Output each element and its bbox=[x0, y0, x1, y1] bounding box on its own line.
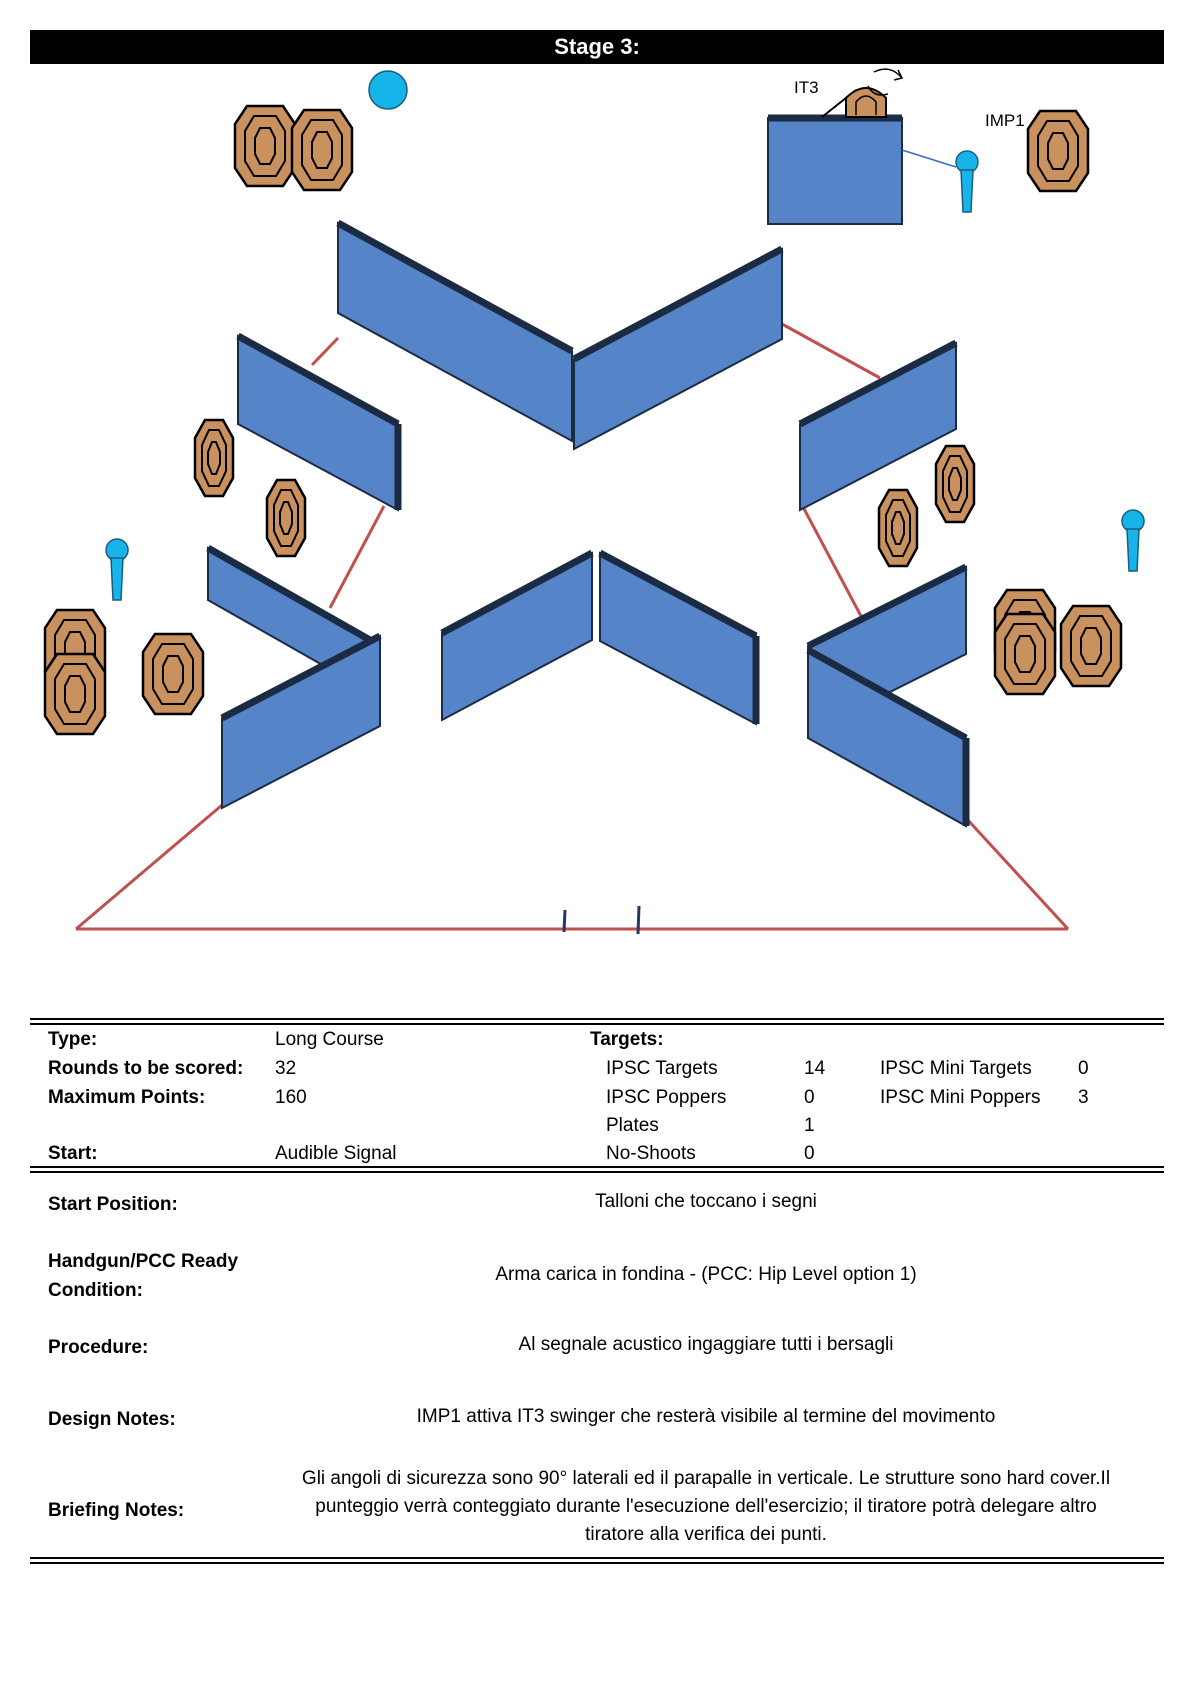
stage-diagram bbox=[0, 64, 1191, 964]
plates-label: Plates bbox=[606, 1115, 659, 1136]
paper-target bbox=[235, 106, 295, 186]
briefing-notes-line1: Gli angoli di sicurezza sono 90° laterali ed il parapalle in verticale. Le strutture sono hard cover.Il bbox=[301, 1468, 1111, 1489]
briefing-notes-line3: tiratore alla verifica dei punti. bbox=[585, 1524, 827, 1545]
procedure-label: Procedure: bbox=[48, 1337, 149, 1358]
it3-cover-wall bbox=[768, 118, 902, 224]
paper-target bbox=[195, 420, 233, 496]
ipsc-targets-label: IPSC Targets bbox=[606, 1058, 718, 1079]
paper-target bbox=[879, 490, 917, 566]
start-position-label: Start Position: bbox=[48, 1194, 178, 1215]
ready-condition-label-line2: Condition: bbox=[48, 1280, 143, 1301]
plate-target bbox=[369, 71, 407, 109]
no-shoots-value: 0 bbox=[804, 1143, 815, 1164]
paper-target bbox=[267, 480, 305, 556]
paper-target bbox=[45, 654, 105, 734]
procedure-value: Al segnale acustico ingaggiare tutti i bersagli bbox=[518, 1334, 894, 1355]
walls bbox=[208, 118, 966, 826]
wall-center-right bbox=[600, 553, 756, 724]
mini-poppers-label: IPSC Mini Poppers bbox=[880, 1087, 1041, 1108]
ipsc-targets-value: 14 bbox=[804, 1058, 826, 1079]
stage-title: Stage 3: bbox=[30, 30, 1164, 64]
wall-top-right bbox=[574, 249, 782, 449]
max-points-value: 160 bbox=[275, 1087, 307, 1108]
table-rule-top bbox=[30, 1018, 1164, 1025]
imp1-label: IMP1 bbox=[985, 111, 1025, 130]
popper-imp1 bbox=[956, 151, 978, 212]
design-notes-label: Design Notes: bbox=[48, 1409, 176, 1430]
activation-cable bbox=[902, 150, 956, 167]
wall-upper-right bbox=[800, 343, 956, 510]
start-value: Audible Signal bbox=[275, 1143, 397, 1164]
ready-condition-label-line1: Handgun/PCC Ready bbox=[48, 1251, 239, 1272]
paper-target bbox=[1061, 606, 1121, 686]
it3-label: IT3 bbox=[794, 78, 819, 97]
max-points-label: Maximum Points: bbox=[48, 1087, 206, 1108]
wall-upper-left bbox=[238, 336, 398, 510]
ipsc-poppers-value: 0 bbox=[804, 1087, 815, 1108]
briefing-notes-line2: punteggio verrà conteggiato durante l'esecuzione dell'esercizio; il tiratore potrà delegare altro bbox=[315, 1496, 1097, 1517]
rounds-value: 32 bbox=[275, 1058, 297, 1079]
plates-value: 1 bbox=[804, 1115, 815, 1136]
paper-target bbox=[995, 614, 1055, 694]
rounds-label: Rounds to be scored: bbox=[48, 1058, 244, 1079]
paper-target bbox=[936, 446, 974, 522]
no-shoots-label: No-Shoots bbox=[606, 1143, 696, 1164]
start-position-value: Talloni che toccano i segni bbox=[595, 1191, 817, 1212]
it3-swinger bbox=[822, 69, 902, 117]
design-notes-value: IMP1 attiva IT3 swinger che resterà visibile al termine del movimento bbox=[416, 1406, 996, 1427]
paper-target bbox=[1028, 111, 1088, 191]
table-rule-middle bbox=[30, 1166, 1164, 1173]
ipsc-poppers-label: IPSC Poppers bbox=[606, 1087, 727, 1108]
wall-center-left bbox=[442, 553, 592, 720]
type-label: Type: bbox=[48, 1029, 98, 1050]
mini-targets-label: IPSC Mini Targets bbox=[880, 1058, 1032, 1079]
type-value: Long Course bbox=[275, 1029, 384, 1050]
popper-left bbox=[106, 539, 128, 600]
paper-target bbox=[143, 634, 203, 714]
wall-mid-left-front bbox=[222, 636, 380, 808]
mini-poppers-value: 3 bbox=[1078, 1087, 1089, 1108]
targets-label: Targets: bbox=[590, 1029, 664, 1050]
popper-right bbox=[1122, 510, 1144, 571]
paper-target bbox=[292, 110, 352, 190]
table-rule-bottom bbox=[30, 1557, 1164, 1564]
mini-targets-value: 0 bbox=[1078, 1058, 1089, 1079]
start-label: Start: bbox=[48, 1143, 98, 1164]
ready-condition-value: Arma carica in fondina - (PCC: Hip Level option 1) bbox=[495, 1264, 917, 1285]
briefing-notes-label: Briefing Notes: bbox=[48, 1500, 185, 1521]
